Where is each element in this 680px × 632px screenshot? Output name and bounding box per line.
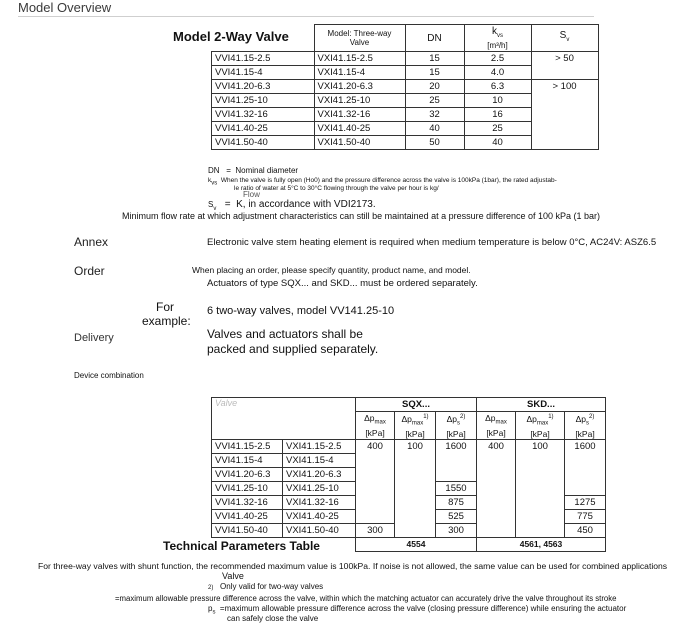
footnote-shunt: For three-way valves with shunt function, the recommended maximum value is 100kPa. If noise is not allowed, the same value can be used for combined applications bbox=[38, 561, 668, 571]
table-row: VVI41.32-16 VXI41.32-16 875 1275 bbox=[212, 495, 606, 509]
table1-caption: Model 2-Way Valve bbox=[173, 29, 289, 44]
table-row: VVI41.40-25 VXI41.40-25 525 775 bbox=[212, 509, 606, 523]
table-row: VVI41.15-2.5 VXI41.15-2.5 400 100 1600 400 100 1600 bbox=[212, 439, 606, 453]
skd-header: SKD... bbox=[477, 398, 606, 412]
table-footer-row: 4554 4561, 4563 bbox=[212, 537, 606, 551]
footnote-valve-word: Valve bbox=[222, 571, 244, 581]
valve-header: Valve bbox=[212, 398, 356, 440]
order-text-1: When placing an order, please specify quantity, product name, and model. bbox=[192, 265, 471, 275]
order-text-2: Actuators of type SQX... and SKD... must be ordered separately. bbox=[207, 278, 478, 289]
col-sv-header: $S_v$ bbox=[531, 25, 598, 52]
note-flow-word: Flow bbox=[243, 190, 260, 199]
footnote-ps-cont: can safely close the valve bbox=[227, 614, 319, 623]
example-text: 6 two-way valves, model VV141.25-10 bbox=[207, 305, 395, 317]
col-kvs-header: $k_{vs}$ [m³/h] bbox=[464, 25, 531, 52]
table-row: VVI41.50-40 VXI41.50-40 300 300 450 bbox=[212, 523, 606, 537]
table2-caption: Technical Parameters Table bbox=[163, 539, 320, 553]
table-row: VVI41.40-25 VXI41.40-25 40 25 bbox=[212, 122, 599, 136]
footnote-2: 2) Only valid for two-way valves bbox=[208, 582, 324, 591]
col-dn-header: DN bbox=[405, 25, 464, 52]
note-min-flow: Minimum flow rate at which adjustment characteristics can still be maintained at a pressure difference of 100 kPa (1 bar) bbox=[122, 211, 601, 221]
table-row: VVI41.25-10 VXI41.25-10 1550 bbox=[212, 481, 606, 495]
note-dn: DN = Nominal diameter bbox=[208, 166, 299, 175]
section-divider bbox=[18, 16, 594, 17]
device-combination-label: Device combination bbox=[74, 371, 144, 380]
table-row: VVI41.15-2.5 VXI41.15-2.5 15 2.5 > 50 bbox=[212, 52, 599, 66]
example-label-2: example: bbox=[142, 314, 191, 328]
delivery-label: Delivery bbox=[74, 332, 114, 344]
col-three-way-header: Model: Three-way Valve bbox=[314, 25, 405, 52]
device-combination-table bbox=[211, 397, 606, 552]
table-row: VVI41.15-4 VXI41.15-4 bbox=[212, 453, 606, 467]
table-row: VVI41.50-40 VXI41.50-40 50 40 bbox=[212, 136, 599, 150]
table-row: VVI41.25-10 VXI41.25-10 25 10 bbox=[212, 94, 599, 108]
footnote-dpmax: =maximum allowable pressure difference across the valve, within which the matching actuator can accurately drive the valve throughout its stroke bbox=[115, 594, 617, 603]
sqx-header: SQX... bbox=[356, 398, 477, 412]
order-label: Order bbox=[74, 264, 105, 278]
note-sv: $S_v$ = K, in accordance with VDI2173. bbox=[208, 199, 376, 212]
table-row: VVI41.15-4 VXI41.15-4 15 4.0 bbox=[212, 66, 599, 80]
sub-header: $\Delta p_s^{2)}$ [kPa] bbox=[565, 412, 606, 440]
sub-header: $\Delta p_{max}$ [kPa] bbox=[356, 412, 395, 440]
sub-header: $\Delta p_{max}^{1)}$ [kPa] bbox=[395, 412, 436, 440]
section-title: Model Overview bbox=[18, 0, 112, 15]
footnote-ps: $p_s$ =maximum allowable pressure difference across the valve (closing pressure difference) while ensuring the actuator bbox=[208, 604, 627, 616]
note-kvs-cont: le ratio of water at 5°C to 30°C flowing through the valve per hour is kg/ bbox=[234, 185, 439, 192]
sub-header: $\Delta p_s^{2)}$ [kPa] bbox=[436, 412, 477, 440]
sub-header: $\Delta p_{max}^{1)}$ [kPa] bbox=[516, 412, 565, 440]
annex-text: Electronic valve stem heating element is required when medium temperature is below 0°C, AC24V: ASZ6.5 bbox=[207, 237, 657, 248]
annex-label: Annex bbox=[74, 235, 109, 249]
sub-header: $\Delta p_{max}$ [kPa] bbox=[477, 412, 516, 440]
table-row: VVI41.32-16 VXI41.32-16 32 16 bbox=[212, 108, 599, 122]
delivery-text-1: Valves and actuators shall be bbox=[207, 327, 363, 341]
note-kvs: $k_{vs}$ When the valve is fully open (Ho0) and the pressure difference across the valve is 100kPa (1bar), the rated adjustab- bbox=[208, 177, 557, 187]
example-label-1: For bbox=[156, 300, 174, 314]
table-row: VVI41.20-6.3 VXI41.20-6.3 bbox=[212, 467, 606, 481]
delivery-text-2: packed and supplied separately. bbox=[207, 342, 379, 356]
table-row: VVI41.20-6.3 VXI41.20-6.3 20 6.3 > 100 bbox=[212, 80, 599, 94]
